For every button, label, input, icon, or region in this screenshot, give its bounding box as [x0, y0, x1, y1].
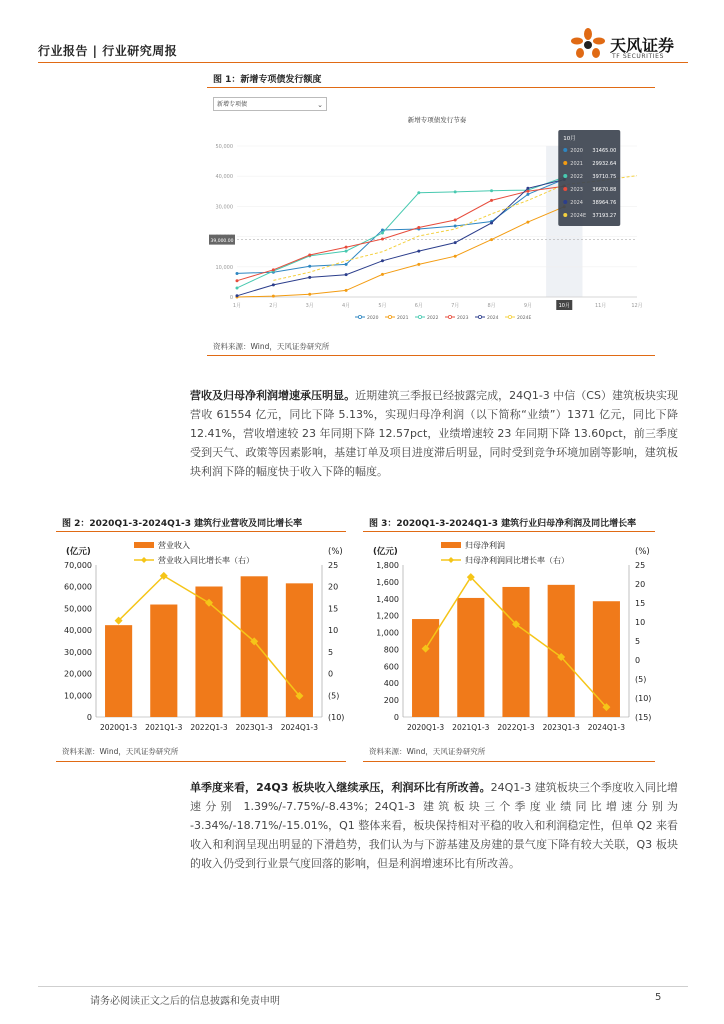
- left-tick-label: 50,000: [64, 604, 92, 614]
- y-tick-label: 30,000: [215, 204, 233, 211]
- figure3-caption: 图 3：2020Q1-3-2024Q1-3 建筑行业归母净利润及同比增长率: [369, 519, 637, 529]
- legend-label: 2022: [427, 316, 439, 321]
- company-logo-icon: [568, 26, 608, 62]
- x-tick-label: 2022Q1-3: [190, 723, 228, 732]
- dropdown-value: 新增专项债: [217, 101, 248, 108]
- logo-text: 天风证券: [610, 36, 675, 55]
- legend-label: 2021: [397, 316, 409, 321]
- chevron-down-icon: ⌄: [317, 101, 323, 109]
- data-point-2024: [272, 283, 275, 286]
- figure2-source: 资料来源：Wind，天风证券研究所: [62, 747, 179, 756]
- right-tick-label: 15: [328, 604, 339, 614]
- figure1-chart: [207, 110, 655, 330]
- figure3-source: 资料来源：Wind，天风证券研究所: [369, 747, 486, 756]
- tooltip-marker: [563, 148, 567, 152]
- tooltip-value: 39710.75: [592, 174, 617, 180]
- left-tick-label: 400: [383, 679, 399, 689]
- data-point-2024: [308, 276, 311, 279]
- legend-label: 2023: [457, 316, 469, 321]
- tooltip-marker: [563, 187, 567, 191]
- left-tick-label: 1,800: [376, 561, 399, 570]
- data-point-2023: [272, 268, 275, 271]
- right-tick-label: (15): [635, 713, 652, 722]
- bar: [502, 587, 529, 717]
- x-tick-label: 5月: [378, 303, 387, 309]
- legend-marker: [508, 315, 511, 318]
- figure3-caption-line: [363, 531, 655, 532]
- figure1-source: 资料来源：Wind，天风证券研究所: [213, 342, 330, 351]
- x-tick-label: 2023Q1-3: [235, 723, 273, 732]
- right-tick-label: 5: [328, 647, 334, 657]
- data-point-2022: [236, 286, 239, 289]
- right-tick-label: 10: [328, 626, 339, 636]
- x-tick-label: 2月: [269, 303, 278, 309]
- page-number: 5: [655, 992, 662, 1003]
- paragraph-revenue-profit: [190, 386, 678, 481]
- tooltip-value: 38964.76: [592, 200, 617, 206]
- legend-marker: [478, 315, 481, 318]
- logo-petal: [571, 38, 583, 45]
- right-tick-label: 5: [635, 637, 641, 646]
- y-tick-label: 40,000: [215, 174, 233, 181]
- tooltip-year: 2021: [570, 161, 584, 167]
- footer-divider: [38, 986, 688, 987]
- figure1-caption-line: [207, 87, 655, 88]
- left-tick-label: 60,000: [64, 582, 92, 592]
- logo-subtext: TF SECURITIES: [612, 53, 664, 60]
- legend-label: 2024E: [517, 316, 532, 321]
- data-point-2020: [345, 263, 348, 266]
- header-divider: [38, 62, 688, 63]
- x-tick-label: 1月: [232, 303, 242, 309]
- right-tick-label: (5): [328, 691, 340, 701]
- right-tick-label: 20: [635, 580, 646, 589]
- bar: [457, 598, 484, 717]
- y-tick-label: 0: [229, 295, 233, 301]
- left-tick-label: 1,200: [376, 611, 399, 621]
- data-point-2021: [345, 289, 348, 292]
- data-point-2024: [345, 273, 348, 276]
- x-tick-label: 2021Q1-3: [452, 723, 490, 732]
- data-point-2021: [526, 221, 529, 224]
- bar: [105, 625, 132, 717]
- tooltip-value: 29932.64: [592, 161, 617, 167]
- data-point-2021: [490, 238, 493, 241]
- data-point-2020: [381, 228, 384, 231]
- logo-petal: [593, 38, 605, 45]
- data-point-2023: [308, 254, 311, 257]
- legend-bar-label: 营业收入: [158, 541, 190, 550]
- left-tick-label: 1,000: [376, 628, 399, 638]
- x-tick-label: 2022Q1-3: [497, 723, 535, 732]
- x-tick-label: 2024Q1-3: [280, 723, 319, 732]
- data-point-2024: [454, 241, 457, 244]
- x-tick-label: 3月: [305, 303, 314, 309]
- logo-petal: [576, 48, 584, 58]
- report-type: 行业报告 | 行业研究周报: [38, 44, 178, 58]
- x-tick-label: 2024Q1-3: [587, 723, 626, 732]
- left-tick-label: 1,400: [376, 594, 399, 604]
- right-tick-label: 0: [635, 656, 641, 665]
- figure2-caption: 图 2：2020Q1-3-2024Q1-3 建筑行业营收及同比增长率: [62, 519, 303, 529]
- data-point-2020: [236, 272, 239, 275]
- left-tick-label: 1,600: [376, 577, 399, 587]
- tooltip-value: 31465.00: [592, 148, 617, 154]
- legend-line-label: 营业收入同比增长率（右）: [158, 556, 254, 565]
- left-tick-label: 0: [86, 713, 92, 722]
- right-tick-label: 10: [635, 618, 646, 627]
- data-point-2023: [381, 238, 384, 241]
- legend-label: 2024: [487, 316, 499, 321]
- x-tick-label: 2023Q1-3: [542, 723, 580, 732]
- data-point-2022: [490, 189, 493, 192]
- paragraph2-body: 24Q1-3 建筑板块三个季度收入同比增速分别 1.39%/-7.75%/-8.43%；24Q1-3 建筑板块三个季度业绩同比增速分别为 -3.34%/-18.71%/-15.01%，Q1 整体来看，板块保持相对平稳的收入和利润稳定性，但单 Q2 来看收入和利润呈现出明显的下滑趋势，我们认为与下游基建及房建的景气度下降有较大关联，Q3 板块的收入仍受到行业景气度回落的影响，但是利润增速环比有所改善。: [190, 781, 678, 870]
- right-tick-label: 0: [328, 669, 334, 679]
- x-tick-label: 8月: [487, 303, 496, 309]
- right-axis-unit: (%): [328, 547, 343, 557]
- series-line-2021: [237, 207, 564, 297]
- figure3-chart: [363, 535, 657, 740]
- x-tick-label: 9月: [523, 303, 533, 309]
- right-tick-label: 25: [635, 561, 646, 570]
- bar: [150, 605, 177, 717]
- right-tick-label: (10): [328, 713, 345, 722]
- x-tick-label: 4月: [341, 303, 351, 309]
- tooltip-marker: [563, 161, 567, 165]
- figure3-bottom-line: [363, 761, 655, 762]
- data-point-2021: [417, 263, 420, 266]
- data-point-2023: [454, 218, 457, 221]
- legend-marker: [358, 315, 361, 318]
- legend-line-label: 归母净利润同比增长率（右）: [465, 556, 569, 565]
- data-point-2022: [417, 191, 420, 194]
- left-tick-label: 10,000: [64, 691, 92, 701]
- paragraph2-lead: 单季度来看，24Q3 板块收入继续承压，利润环比有所改善。: [190, 781, 491, 794]
- right-tick-label: (10): [635, 694, 652, 703]
- target-line-label: 39,000.00: [210, 239, 234, 245]
- tooltip-value: 37193.27: [592, 213, 617, 219]
- figure2-chart: [56, 535, 350, 740]
- left-tick-label: 0: [393, 713, 399, 722]
- legend-bar-label: 归母净利润: [465, 541, 505, 550]
- right-tick-label: 20: [328, 582, 339, 592]
- data-point-2023: [526, 190, 529, 193]
- x-tick-label: 2020Q1-3: [99, 723, 138, 732]
- data-point-2021: [308, 293, 311, 296]
- series-line-2024: [237, 180, 564, 296]
- data-point-2021: [381, 273, 384, 276]
- footer-disclaimer: 请务必阅读正文之后的信息披露和免责申明: [90, 996, 280, 1007]
- x-tick-label: 11月: [594, 303, 607, 309]
- data-point-2022: [381, 231, 384, 234]
- legend-line-marker: [448, 557, 454, 563]
- paragraph1-body: 近期建筑三季报已经披露完成，24Q1-3 中信（CS）建筑板块实现营收 61554 亿元，同比下降 5.13%，实现归母净利润（以下简称“业绩”）1371 亿元，同比下降 12.41%，营收增速较 23 年同期下降 12.57pct，业绩增速较 23 年同期下降 13.60pct，前三季度受到天气、政策等因素影响，基建订单及项目进度滞后明显，同时受到竞争环境加剧等影响，建筑板块利润下降的幅度快于收入下降的幅度。: [190, 389, 679, 478]
- series-line-2020: [237, 179, 564, 273]
- left-tick-label: 600: [383, 662, 399, 672]
- y-tick-label: 10,000: [215, 264, 233, 271]
- chart-title: 新增专项债发行节奏: [407, 116, 467, 124]
- series-dropdown[interactable]: [213, 97, 327, 111]
- figure1-bottom-line: [207, 355, 655, 356]
- data-point-2023: [490, 199, 493, 202]
- left-axis-unit: (亿元): [373, 547, 398, 557]
- left-tick-label: 20,000: [64, 669, 92, 679]
- data-point-2022: [345, 250, 348, 253]
- tooltip-marker: [563, 213, 567, 217]
- x-tick-label: 10月: [558, 303, 570, 309]
- x-tick-label: 2020Q1-3: [406, 723, 445, 732]
- data-point-2023: [417, 226, 420, 229]
- tooltip-value: 36670.88: [592, 187, 617, 193]
- figure2-caption-line: [56, 531, 346, 532]
- legend-label: 2020: [367, 316, 379, 321]
- right-tick-label: (5): [635, 675, 647, 684]
- data-point-2024: [490, 222, 493, 225]
- right-tick-label: 25: [328, 561, 339, 570]
- x-tick-label: 6月: [414, 303, 423, 309]
- data-point-2024: [381, 259, 384, 262]
- legend-marker: [418, 315, 421, 318]
- data-point-2024: [236, 294, 239, 297]
- data-point-2020: [308, 265, 311, 268]
- data-point-2024: [417, 250, 420, 253]
- series-line-2022: [237, 177, 564, 288]
- bar: [241, 576, 268, 717]
- logo-petal: [584, 28, 592, 40]
- tooltip-year: 2020: [570, 148, 584, 154]
- left-tick-label: 70,000: [64, 561, 92, 570]
- figure2-bottom-line: [56, 761, 346, 762]
- legend-marker: [448, 315, 451, 318]
- left-tick-label: 200: [383, 696, 399, 706]
- right-axis-unit: (%): [635, 547, 650, 557]
- left-tick-label: 800: [383, 645, 399, 655]
- logo-center: [584, 41, 592, 49]
- right-tick-label: 15: [635, 599, 646, 608]
- data-point-2023: [236, 279, 239, 282]
- legend-marker: [388, 315, 391, 318]
- tooltip-year: 2024E: [570, 213, 587, 219]
- data-point-2021: [454, 255, 457, 258]
- data-point-2020: [454, 225, 457, 228]
- paragraph1-lead: 营收及归母净利润增速承压明显。: [190, 389, 356, 402]
- left-tick-label: 30,000: [64, 647, 92, 657]
- data-point-2021: [272, 295, 275, 298]
- tooltip-marker: [563, 174, 567, 178]
- data-point-2020: [526, 193, 529, 196]
- y-tick-label: 50,000: [215, 144, 233, 150]
- bar: [593, 601, 620, 717]
- figure1-caption: 图 1：新增专项债发行额度: [213, 75, 322, 85]
- left-axis-unit: (亿元): [66, 547, 91, 557]
- data-point-2023: [345, 246, 348, 249]
- x-tick-label: 2021Q1-3: [145, 723, 183, 732]
- x-tick-label: 7月: [451, 303, 460, 309]
- tooltip-marker: [563, 200, 567, 204]
- data-point-2022: [454, 190, 457, 193]
- tooltip-title: 10月: [563, 136, 576, 142]
- logo-petal: [592, 48, 600, 58]
- paragraph-quarterly: [190, 778, 678, 873]
- tooltip-year: 2022: [570, 174, 584, 180]
- tooltip-year: 2023: [570, 187, 584, 193]
- legend-line-marker: [141, 557, 147, 563]
- left-tick-label: 40,000: [64, 626, 92, 636]
- tooltip-year: 2024: [570, 200, 584, 206]
- legend-bar-swatch: [134, 542, 154, 548]
- x-tick-label: 12月: [631, 303, 643, 309]
- data-point-2024: [526, 187, 529, 190]
- legend-bar-swatch: [441, 542, 461, 548]
